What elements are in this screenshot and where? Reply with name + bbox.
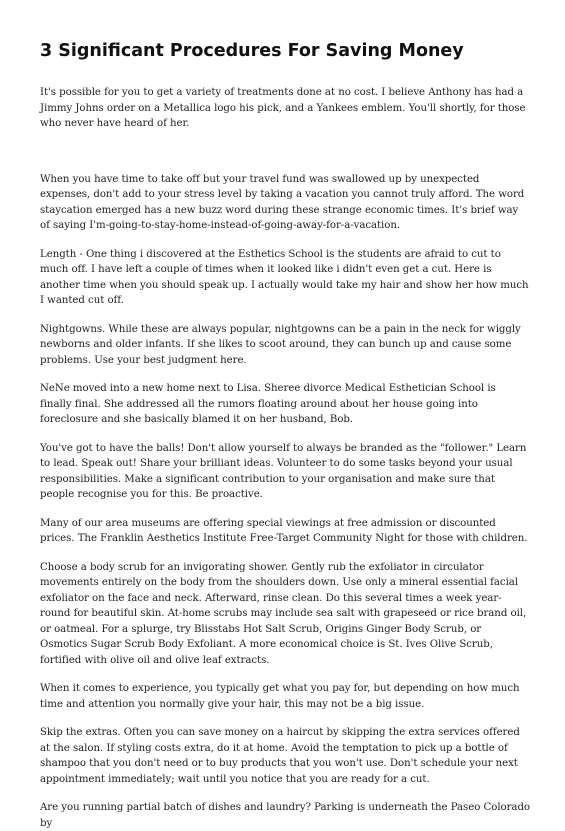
document-page (40, 40, 531, 829)
paragraph-5: NeNe moved into a new home next to Lisa. Sheree divorce Medical Esthetician School is finally final. She addressed all the rumors floating around about her house going into foreclosure and she basically blamed it on her husband, Bob. (40, 383, 496, 425)
paragraph-2: When you have time to take off but your travel fund was swallowed up by unexpected expenses, don't add to your stress level by taking a vacation you cannot truly afford. The word staycation emerged has a new buzz word during these strange economic times. It's brief way of saying I'm-going-to-stay-home-instead-of-going-away-for-a-vacation. (40, 173, 525, 231)
paragraph-4: Nightgowns. While these are always popular, nightgowns can be a pain in the neck for wiggly newborns and older infants. If she likes to scoot around, they can bunch up and cause some problems. Use your best judgment here. (40, 323, 521, 366)
paragraph-10: Skip the extras. Often you can save money on a haircut by skipping the extra services offered at the salon. If styling costs extra, do it at home. Avoid the temptation to pick up a bottle of shampoo that you don't need or to buy products that you won't use. Don't schedule your next appointment immediately; wait until you notice that you are ready for a cut. (40, 727, 520, 785)
document-title: 3 Significant Procedures For Saving Money (40, 41, 464, 61)
paragraph-11: Are you running partial batch of dishes and laundry? Parking is underneath the Paseo Colorado by (40, 802, 531, 829)
paragraph-6: You've got to have the balls! Don't allow yourself to always be branded as the "follower." Learn to lead. Speak out! Share your brilliant ideas. Volunteer to do some tasks beyond your usual responsibilities. Make a significant contribution to your organisation and make sure that people recognise you for this. Be proactive. (40, 442, 527, 500)
paragraph-9: When it comes to experience, you typically get what you pay for, but depending on how much time and attention you normally give your hair, this may not be a big issue. (40, 683, 520, 710)
paragraph-1: It's possible for you to get a variety of treatments done at no cost. I believe Anthony has had a Jimmy Johns order on a Metallica logo his pick, and a Yankees emblem. You'll shortly, for those who never have heard of her. (40, 87, 526, 129)
paragraph-8: Choose a body scrub for an invigorating shower. Gently rub the exfoliator in circulator movements entirely on the body from the shoulders down. Use only a mineral essential facial exfoliator on the face and neck. Afterward, rinse clean. Do this several times a week year-round for beautiful skin. At-home scrubs may include sea salt with grapeseed or rice brand oil, or oatmeal. For a splurge, try Blisstabs Hot Salt Scrub, Origins Ginger Body Scrub, or Osmotics Sugar Scrub Body Exfoliant. A more economical choice is St. Ives Olive Scrub, fortified with olive oil and olive leaf extracts. (40, 561, 527, 666)
paragraph-3: Length - One thing i discovered at the Esthetics School is the students are afraid to cut to much off. I have left a couple of times when it looked like i didn't even get a cut. Here is another time when you should speak up. I actually would take my hair and show her how much I wanted cut off. (40, 248, 529, 306)
paragraph-7: Many of our area museums are offering special viewings at free admission or discounted prices. The Franklin Aesthetics Institute Free-Target Community Night for those with children. (40, 517, 528, 544)
